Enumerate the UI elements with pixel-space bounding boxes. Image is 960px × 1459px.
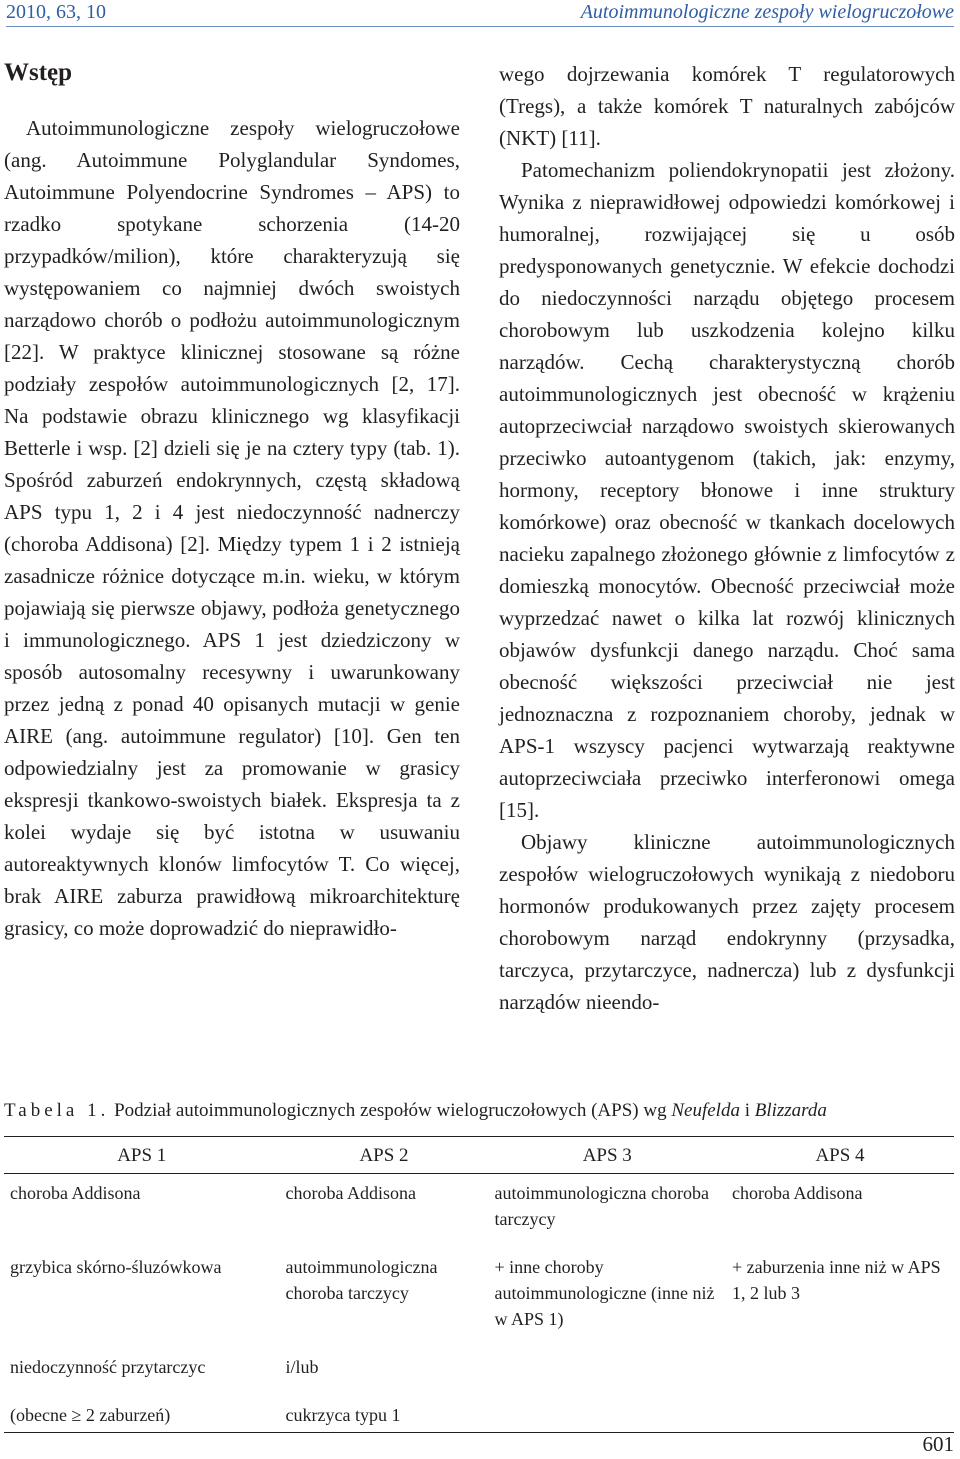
- table-cell: (obecne ≥ 2 zaburzeń): [4, 1396, 280, 1433]
- aps-classification-table: [4, 1136, 954, 1433]
- running-title: Autoimmunologiczne zespoły wielogruczołowe: [580, 1, 954, 23]
- table-caption-text: Podział autoimmunologicznych zespołów wielogruczołowych (APS) wg: [114, 1100, 667, 1121]
- running-header: [6, 0, 954, 27]
- table-cell: choroba Addisona: [285, 1183, 416, 1203]
- page-number: 601: [922, 1432, 954, 1456]
- table-header-cell: APS 3: [489, 1137, 727, 1174]
- table-cell: choroba Addisona: [10, 1183, 141, 1203]
- table-header-cell: APS 4: [726, 1137, 954, 1174]
- right-column: [499, 58, 955, 1018]
- table-header-cell: APS 2: [280, 1137, 489, 1174]
- journal-citation: 2010, 63, 10: [6, 1, 106, 23]
- continued-paragraph: wego dojrzewania komórek T regulatorowych (Tregs), a także komórek T naturalnych zabójców (NKT) [11].: [499, 62, 955, 150]
- table-cell: [726, 1396, 954, 1433]
- table-cell: i/lub: [285, 1357, 319, 1377]
- pathomechanism-paragraph: Patomechanizm poliendokrynopatii jest złożony. Wynika z nieprawidłowej odpowiedzi komórkowej i humoralnej, rozwijającej się u osób predysponowanych genetycznie. W efekcie dochodzi do niedoczynności narządu objętego procesem chorobowym lub uszkodzenia kolejno kilku narządów. Cechą charakterystyczną chorób autoimmunologicznych jest obecność w krążeniu autoprzeciwciał narządowo swoistych skierowanych przeciwko autoantygenom (takich, jak: enzymy, hormony, receptory błonowe i inne struktury komórkowe) oraz obecność w tkankach docelowych nacieku zapalnego złożonego głównie z limfocytów z domieszką monocytów. Obecność przeciwciał może wyprzedzać nawet o kilka lat rozwój klinicznych objawów dysfunkcji danego narządu. Choć sama obecność większości przeciwciał nie jest jednoznaczna z rozpoznaniem choroby, jednak w APS-1 wszyscy pacjenci wytwarzają reaktywne autoprzeciwciała przeciwko interferonowi omega [15].: [499, 158, 955, 822]
- table-caption: [4, 1098, 954, 1124]
- table-cell: grzybica skórno-śluzówkowa: [10, 1257, 222, 1277]
- section-heading: Wstęp: [4, 59, 73, 86]
- table-cell: + inne choroby autoimmunologiczne (inne niż w APS 1): [494, 1257, 715, 1329]
- symptoms-paragraph: Objawy kliniczne autoimmunologicznych zespołów wielogruczołowych wynikają z niedoboru hormonów produkowanych przez zajęty procesem chorobowym narząd endokrynny (przysadka, tarczyca, przytarczyce, nadnercza) lub z dysfunkcji narządów nieendo-: [499, 830, 955, 1014]
- table-row: [4, 1174, 954, 1249]
- intro-paragraph: Autoimmunologiczne zespoły wielogruczołowe (ang. Autoimmune Polyglandular Syndomes, Autoimmune Polyendocrine Syndromes – APS) to rzadko spotykane schorzenia (14-20 przypadków/milion), które charakteryzują się występowaniem co najmniej dwóch swoistych narządowo chorób o podłożu autoimmunologicznym [22]. W praktyce klinicznej stosowane są różne podziały zespołów autoimmunologicznych [2, 17]. Na podstawie obrazu klinicznego wg klasyfikacji Betterle i wsp. [2] dzieli się je na cztery typy (tab. 1). Spośród zaburzeń endokrynnych, częstą składową APS typu 1, 2 i 4 jest niedoczynność nadnerczy (choroba Addisona) [2]. Między typem 1 i 2 istnieją zasadnicze różnice dotyczące m.in. wieku, w którym pojawiają się pierwsze objawy, podłoża genetycznego i immunologicznego. APS 1 jest dziedziczony w sposób autosomalny recesywny i uwarunkowany przez jedną z ponad 40 opisanych mutacji w genie AIRE (ang. autoimmune regulator) [10]. Gen ten odpowiedzialny jest za promowanie w grasicy ekspresji tkankowo-swoistych białek. Ekspresja ta z kolei wydaje się być istotna w usuwaniu autoreaktywnych klonów limfocytów T. Co więcej, brak AIRE zaburza prawidłową mikroarchitekturę grasicy, co może doprowadzić do nieprawidło-: [4, 116, 460, 940]
- table-header-row: [4, 1137, 954, 1174]
- table-cell: autoimmunologiczna choroba tarczycy: [494, 1183, 709, 1229]
- table-caption-label: Tabela 1.: [4, 1100, 110, 1121]
- table-header-cell: APS 1: [4, 1137, 280, 1174]
- table-caption-author-2: Blizzarda: [754, 1100, 827, 1121]
- table-row: [4, 1248, 954, 1348]
- table-cell: choroba Addisona: [732, 1183, 863, 1203]
- table-cell: [489, 1348, 727, 1396]
- table-row: [4, 1348, 954, 1396]
- table-caption-and: i: [744, 1100, 750, 1121]
- table-cell: autoimmunologiczna choroba tarczycy: [285, 1257, 438, 1303]
- left-column: [4, 56, 460, 944]
- table-caption-author-1: Neufelda: [671, 1100, 740, 1121]
- table-row: [4, 1396, 954, 1433]
- aps-table-block: [4, 1098, 954, 1433]
- table-cell: cukrzyca typu 1: [280, 1396, 489, 1433]
- table-cell: + zaburzenia inne niż w APS 1, 2 lub 3: [732, 1257, 941, 1303]
- table-cell: [726, 1348, 954, 1396]
- table-cell: niedoczynność przytarczyc: [10, 1357, 206, 1377]
- table-cell: [489, 1396, 727, 1433]
